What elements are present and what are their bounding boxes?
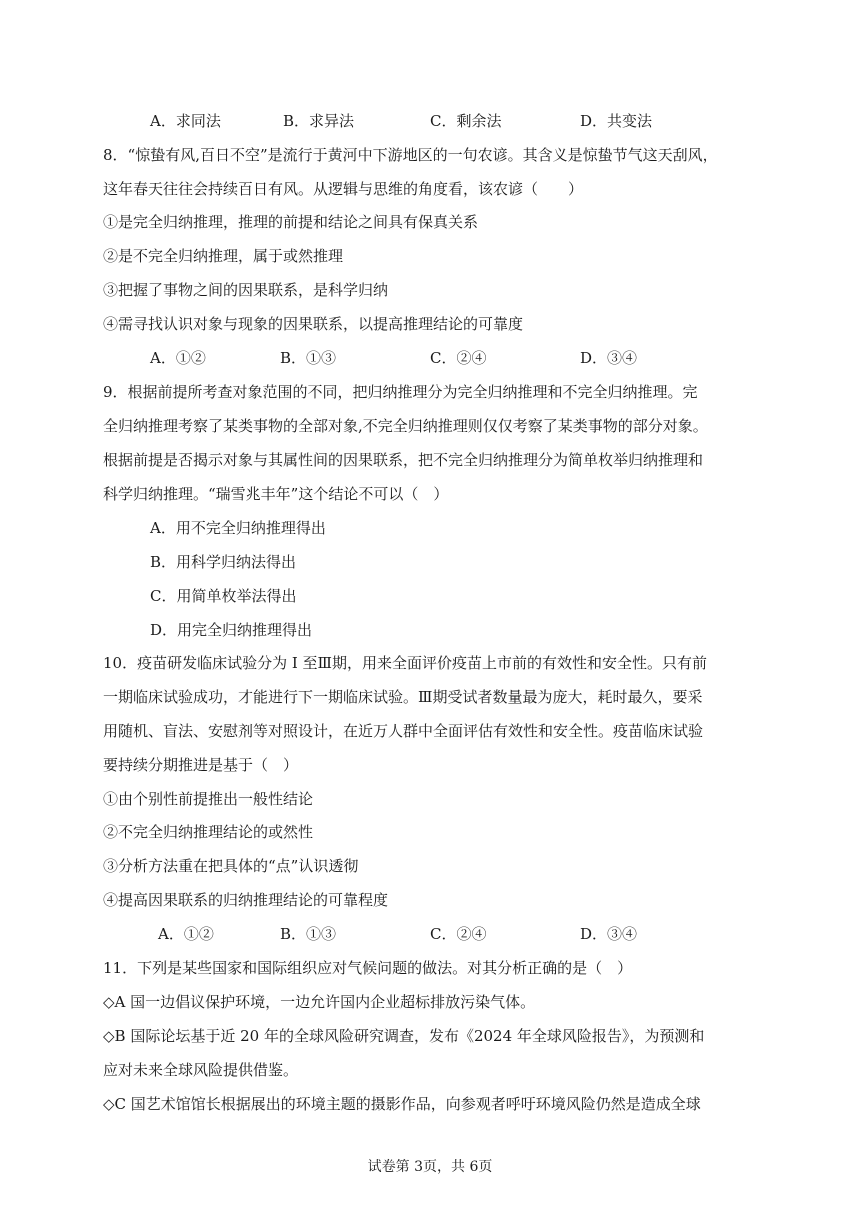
q10-option-c: C．②④ [430,925,487,943]
q8-stem-line-2: 这年春天往往会持续百日有风。从逻辑与思维的角度看，该农谚（ ） [103,180,584,198]
q10-statement-3: ③分析方法重在把具体的“点”认识透彻 [103,857,359,875]
q8-option-a: A．①② [150,349,206,367]
q9-stem-line-4: 科学归纳推理。“瑞雪兆丰年”这个结论不可以（ ） [103,485,449,503]
q11-item-b-line-1: ◇B 国际论坛基于近 20 年的全球风险研究调查，发布《2024 年全球风险报告》，为预测和 [103,1027,705,1045]
q7-option-d: D．共变法 [580,112,653,130]
q9-stem-line-2: 全归纳推理考察了某类事物的全部对象,不完全归纳推理则仅仅考察了某类事物的部分对象。 [103,417,708,435]
q10-option-b: B．①③ [280,925,337,943]
q11-item-b-line-2: 应对未来全球风险提供借鉴。 [103,1061,299,1079]
q9-stem-line-1: 9．根据前提所考查对象范围的不同，把归纳推理分为完全归纳推理和不完全归纳推理。完 [103,383,698,401]
q11-item-c: ◇C 国艺术馆馆长根据展出的环境主题的摄影作品，向参观者呼吁环境风险仍然是造成全球 [103,1095,701,1113]
q11-item-a: ◇A 国一边倡议保护环境，一边允许国内企业超标排放污染气体。 [103,993,536,1011]
q9-option-a: A．用不完全归纳推理得出 [150,519,326,537]
q9-option-c: C．用简单枚举法得出 [150,587,297,605]
q10-statement-1: ①由个别性前提推出一般性结论 [103,790,314,808]
q7-option-b: B．求异法 [283,112,355,130]
q9-stem-line-3: 根据前提是否揭示对象与其属性间的因果联系，把不完全归纳推理分为简单枚举归纳推理和 [103,451,704,469]
q10-stem-line-4: 要持续分期推进是基于（ ） [103,756,299,774]
q9-option-b: B．用科学归纳法得出 [150,553,297,571]
q8-option-d: D．③④ [580,349,638,367]
page-footer: 试卷第 3页，共 6页 [367,1159,493,1175]
q8-statement-4: ④需寻找认识对象与现象的因果联系，以提高推理结论的可靠度 [103,315,524,333]
q7-option-a: A．求同法 [150,112,221,130]
q7-option-c: C．剩余法 [430,112,502,130]
q10-statement-4: ④提高因果联系的归纳推理结论的可靠程度 [103,891,389,909]
q10-stem-line-3: 用随机、盲法、安慰剂等对照设计，在近万人群中全面评估有效性和安全性。疫苗临床试验 [103,722,704,740]
q8-statement-1: ①是完全归纳推理，推理的前提和结论之间具有保真关系 [103,213,479,231]
q10-statement-2: ②不完全归纳推理结论的或然性 [103,823,314,841]
q10-stem-line-1: 10．疫苗研发临床试验分为 I 至Ⅲ期，用来全面评价疫苗上市前的有效性和安全性。只有前 [103,654,708,672]
q8-statement-3: ③把握了事物之间的因果联系，是科学归纳 [103,281,389,299]
q10-stem-line-2: 一期临床试验成功，才能进行下一期临床试验。Ⅲ期受试者数量最为庞大，耗时最久，要采 [103,688,703,706]
q8-option-c: C．②④ [430,349,487,367]
q10-option-a: A．①② [158,925,214,943]
q8-stem-line-1: 8．“惊蛰有风,百日不空”是流行于黄河中下游地区的一句农谚。其含义是惊蛰节气这天刮风， [103,146,718,164]
q10-option-d: D．③④ [580,925,638,943]
q8-statement-2: ②是不完全归纳推理，属于或然推理 [103,247,344,265]
q8-option-b: B．①③ [280,349,337,367]
q9-option-d: D．用完全归纳推理得出 [150,621,313,639]
q11-stem: 11．下列是某些国家和国际组织应对气候问题的做法。对其分析正确的是（ ） [103,959,633,977]
